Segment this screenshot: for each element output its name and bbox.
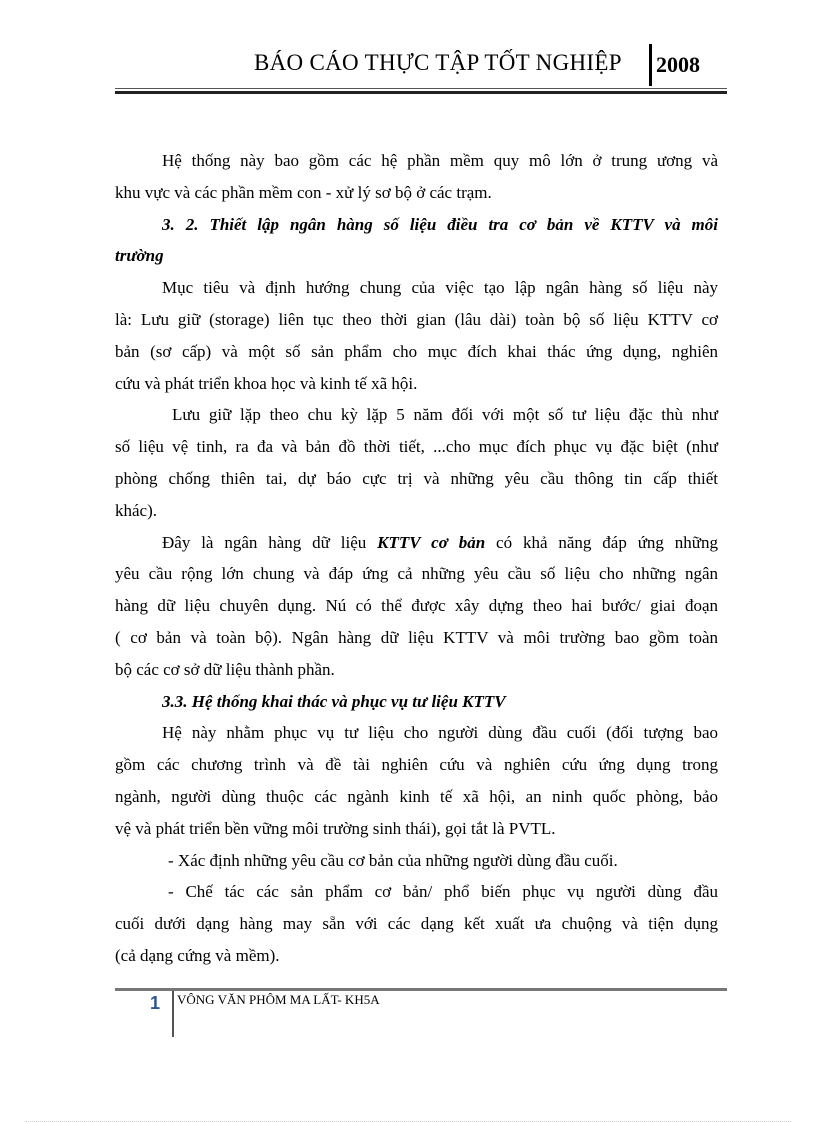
paragraph-line: khác). xyxy=(115,500,158,520)
bullet-item: - Xác định những yêu cầu cơ bản của những người dùng đầu cuối. xyxy=(168,850,618,870)
paragraph-line: gồm các chương trình và đề tài nghiên cứu và nghiên cứu ứng dụng trong xyxy=(115,755,718,775)
paragraph-line: bản (sơ cấp) và một số sản phẩm cho mục đích khai thác ứng dụng, nghiên xyxy=(115,341,718,361)
paragraph-line: khu vực và các phần mềm con - xử lý sơ bộ ở các trạm. xyxy=(115,182,492,202)
emphasis-kttv-co-ban: KTTV cơ bản xyxy=(377,532,486,552)
paragraph-line: là: Lưu giữ (storage) liên tục theo thời gian (lâu dài) toàn bộ số liệu KTTV cơ xyxy=(115,309,718,329)
page-bottom-border xyxy=(25,1121,791,1122)
paragraph-line: yêu cầu rộng lớn chung và đáp ứng cả những yêu cầu số liệu cho những ngân xyxy=(115,564,718,584)
header-title: BÁO CÁO THỰC TẬP TỐT NGHIỆP xyxy=(254,50,622,75)
footer-author: VÔNG VĂN PHÔM MA LẤT- KH5A xyxy=(177,992,380,1007)
text-run: Đây là ngân hàng dữ liệu xyxy=(162,532,378,552)
footer-rule xyxy=(115,988,727,991)
section-heading-3-2: 3. 2. Thiết lập ngân hàng số liệu điều tra cơ bản về KTTV và môi xyxy=(162,214,718,234)
paragraph-line: cứu và phát triển khoa học và kinh tế xã hội. xyxy=(115,373,418,393)
paragraph-line: bộ các cơ sở dữ liệu thành phần. xyxy=(115,659,335,679)
header-year: 2008 xyxy=(656,52,700,77)
header-divider xyxy=(649,44,652,86)
section-heading-3-2-cont: trường xyxy=(115,246,164,266)
paragraph-line: số liệu vệ tinh, ra đa và bản đồ thời tiết, ...cho mục đích phục vụ đặc biệt (như xyxy=(115,437,718,457)
section-heading-3-3: 3.3. Hệ thống khai thác và phục vụ tư liệu KTTV xyxy=(162,691,506,711)
paragraph-line: Lưu giữ lặp theo chu kỳ lặp 5 năm đối với một số tư liệu đặc thù như xyxy=(172,405,718,425)
paragraph-line: (cả dạng cứng và mềm). xyxy=(115,945,280,965)
paragraph-line: vệ và phát triển bền vững môi trường sinh thái), gọi tắt là PVTL. xyxy=(115,818,556,838)
paragraph-line: Mục tiêu và định hướng chung của việc tạo lập ngân hàng số liệu này xyxy=(162,278,718,298)
header-rule-thick xyxy=(115,91,727,94)
paragraph-line: hàng dữ liệu chuyên dụng. Nú có thể được xây dựng theo hai bước/ giai đoạn xyxy=(115,596,718,616)
footer-divider xyxy=(172,991,174,1037)
text-run: có khả năng đáp ứng những xyxy=(485,532,719,552)
page-number: 1 xyxy=(150,993,161,1013)
document-body xyxy=(115,145,718,972)
paragraph-line: Hệ này nhằm phục vụ tư liệu cho người dùng đầu cuối (đối tượng bao xyxy=(162,723,718,743)
bullet-item: - Chế tác các sản phẩm cơ bản/ phổ biến phục vụ người dùng đầu xyxy=(168,882,718,902)
paragraph-line xyxy=(115,527,718,559)
paragraph-line: phòng chống thiên tai, dự báo cực trị và những yêu cầu thông tin cấp thiết xyxy=(115,468,718,488)
paragraph-line: ( cơ bản và toàn bộ). Ngân hàng dữ liệu KTTV và môi trường bao gồm toàn xyxy=(115,627,718,647)
paragraph-line: cuối dưới dạng hàng may sẵn với các dạng kết xuất ưa chuộng và tiện dụng xyxy=(115,914,718,934)
paragraph-line: Hệ thống này bao gồm các hệ phần mềm quy mô lớn ở trung ương và xyxy=(162,151,718,170)
paragraph-line: ngành, người dùng thuộc các ngành kinh tế xã hội, an ninh quốc phòng, bảo xyxy=(115,786,718,806)
header-rule-thin xyxy=(115,88,727,89)
